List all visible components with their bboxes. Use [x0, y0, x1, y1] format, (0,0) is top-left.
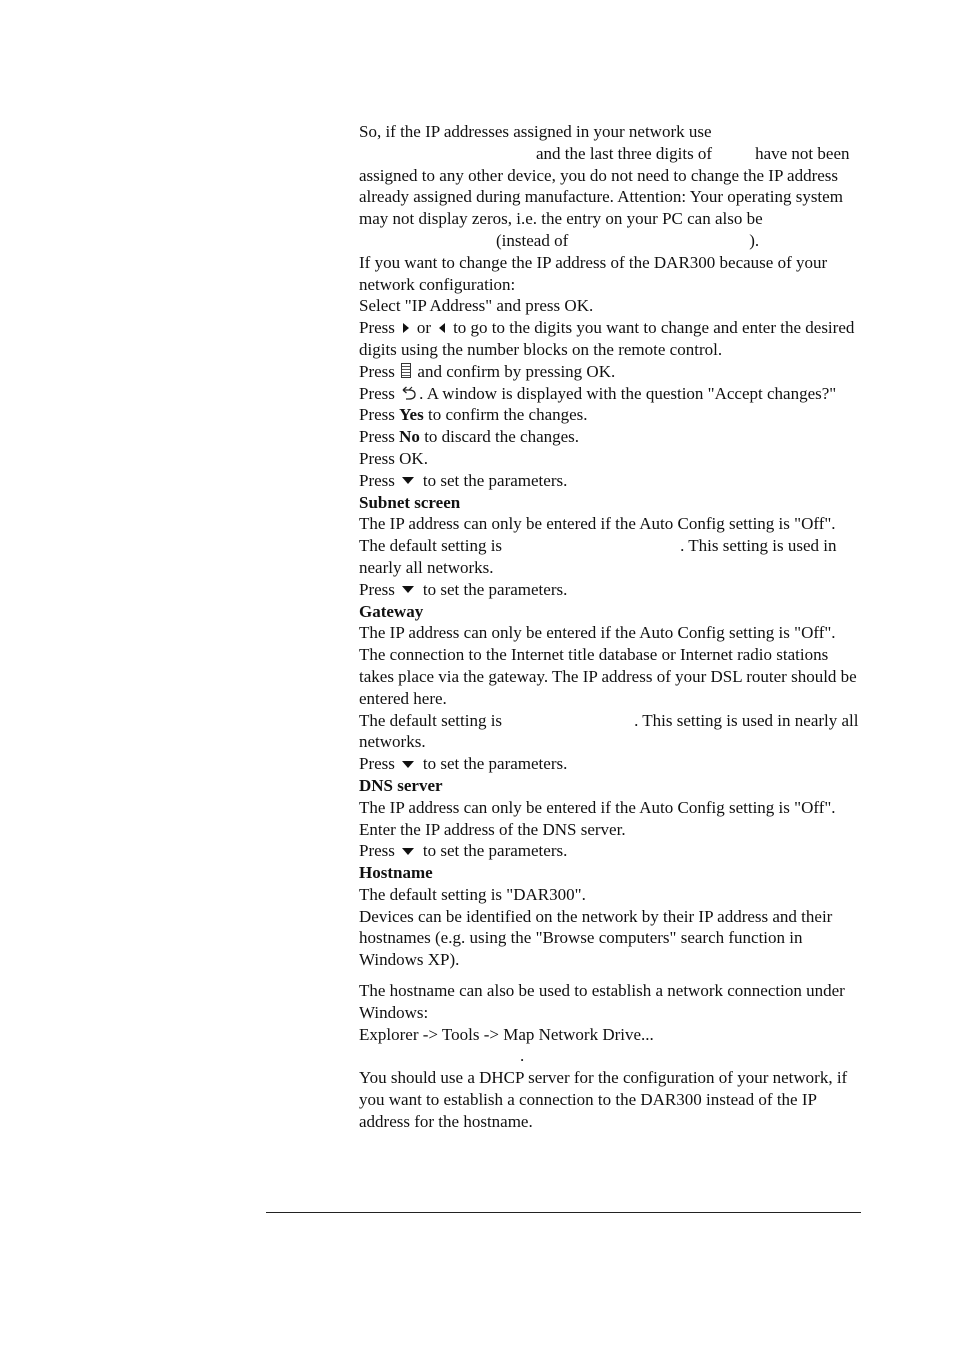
gateway-default: [359, 710, 859, 754]
hostname-dot: .: [520, 1046, 525, 1066]
intro-line-1: So, if the IP addresses assigned in your network use: [359, 122, 712, 141]
gateway-set-params: [359, 753, 859, 775]
press-word: Press: [359, 427, 395, 447]
arrow-right-icon: [403, 323, 409, 333]
hostname-explorer: Explorer -> Tools -> Map Network Drive...: [359, 1024, 654, 1044]
gateway-default-a: The default setting is: [359, 710, 503, 730]
text-column: [359, 121, 859, 1133]
menu-confirm-text: and confirm by pressing OK.: [417, 361, 616, 381]
dns-heading: DNS server: [359, 775, 443, 795]
paragraph-change-ip: If you want to change the IP address of the DAR300 because of your network configuration:: [359, 252, 828, 294]
hostname-default: The default setting is "DAR300".: [359, 884, 586, 904]
intro-close: ).: [749, 230, 760, 250]
subnet-default: [359, 535, 859, 579]
press-word: Press: [359, 318, 395, 338]
no-text: to discard the changes.: [424, 427, 580, 447]
arrow-left-icon: [439, 323, 445, 333]
yes-label: Yes: [399, 405, 424, 425]
set-params-text: to set the parameters.: [422, 841, 568, 861]
no-label: No: [399, 427, 420, 447]
set-params-text: to set the parameters.: [422, 470, 568, 490]
dns-enter: Enter the IP address of the DNS server.: [359, 819, 626, 839]
yes-text: to confirm the changes.: [427, 405, 588, 425]
press-word: Press: [359, 405, 395, 425]
intro-rest: been assigned to any other device, you do not need to change the IP address already assigned during manufacture. Attention: Your operating system may not display zeros, i.e. the entry on your PC can also be: [359, 143, 850, 229]
subnet-default-a: The default setting is: [359, 536, 503, 556]
arrow-down-icon: [402, 761, 414, 768]
step-set-params: [359, 470, 859, 492]
intro-instead-of: (instead of: [496, 230, 569, 250]
subnet-default-b: . This setting is used in nearly all networks.: [359, 536, 837, 577]
or-word: or: [416, 318, 432, 338]
press-word: Press: [359, 361, 395, 381]
subnet-heading: Subnet screen: [359, 492, 461, 512]
step-no: [359, 426, 859, 448]
dns-set-params: [359, 840, 859, 862]
arrow-down-icon: [402, 477, 414, 484]
hostname-heading: Hostname: [359, 863, 433, 883]
footer-rule: [266, 1212, 861, 1213]
step-press-ok: Press OK.: [359, 448, 428, 468]
gateway-text: The IP address can only be entered if the Auto Config setting is "Off". The connection to the Internet title database or Internet radio stations takes place via the gateway. The IP address of your DSL router should be entered here.: [359, 623, 857, 708]
press-word: Press: [359, 383, 395, 403]
set-params-text: to set the parameters.: [422, 579, 568, 599]
set-params-text: to set the parameters.: [422, 754, 568, 774]
hostname-text: Devices can be identified on the network by their IP address and their hostnames (e.g. using the "Browse computers" search function in Windows XP).: [359, 906, 833, 970]
gateway-default-b: . This setting is used in nearly all networks.: [359, 710, 859, 752]
hostname-dot-line: [359, 1045, 859, 1067]
press-word: Press: [359, 579, 395, 599]
intro-line-2a: and the last three digits of: [536, 143, 713, 163]
hostname-dhcp: You should use a DHCP server for the configuration of your network, if you want to establish a connection to the DAR300 instead of the IP address for the hostname.: [359, 1068, 848, 1131]
step-yes: [359, 404, 859, 426]
subnet-text: The IP address can only be entered if the Auto Config setting is "Off".: [359, 514, 836, 534]
menu-icon: [401, 363, 411, 378]
step-menu-confirm: [359, 361, 859, 383]
back-text: . A window is displayed with the question "Accept changes?": [419, 383, 837, 403]
arrow-down-icon: [402, 586, 414, 593]
press-word: Press: [359, 841, 395, 861]
step-select-ip: Select "IP Address" and press OK.: [359, 296, 594, 316]
dns-text: The IP address can only be entered if the Auto Config setting is "Off".: [359, 797, 836, 817]
step-back-accept: [359, 383, 859, 405]
intro-line-2b: have not: [755, 143, 814, 163]
arrow-down-icon: [402, 848, 414, 855]
paragraph-ip-intro: [359, 121, 859, 252]
press-word: Press: [359, 470, 395, 490]
press-word: Press: [359, 754, 395, 774]
navigate-text: to go to the digits you want to change and enter the desired digits using the number blocks on the remote control.: [359, 318, 855, 359]
step-navigate-digits: [359, 317, 859, 361]
subnet-set-params: [359, 579, 859, 601]
gateway-heading: Gateway: [359, 601, 424, 621]
back-icon: [400, 386, 418, 400]
hostname-text-2: The hostname can also be used to establish a network connection under Windows:: [359, 981, 845, 1022]
